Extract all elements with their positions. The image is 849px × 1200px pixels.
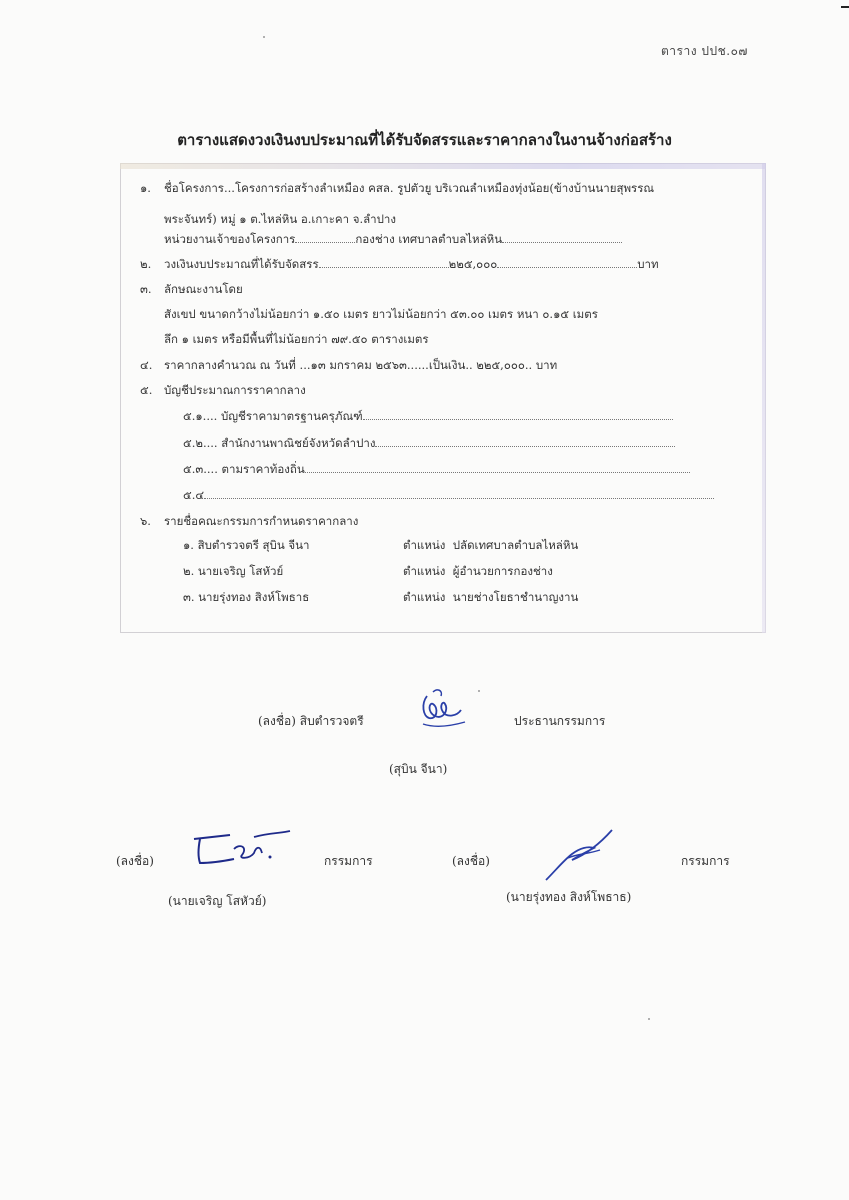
scan-speck (478, 690, 480, 692)
item-label: วงเงินงบประมาณที่ได้รับจัดสรร (164, 257, 319, 271)
chair-role: ประธานกรรมการ (514, 714, 606, 728)
budget-value: ๒๒๕,๐๐๐ (448, 257, 498, 271)
committee-member-position (403, 537, 578, 555)
agency-label: หน่วยงานเจ้าของโครงการ (164, 232, 296, 246)
chair-sign-label: (ลงชื่อ) สิบตำรวจตรี (258, 714, 364, 728)
position-value: ผู้อำนวยการกองช่าง (452, 564, 553, 578)
item-label: ราคากลางคำนวณ ณ วันที่ (164, 358, 296, 372)
item-committee (140, 513, 358, 531)
committee-member-position (403, 563, 553, 581)
position-label: ตำแหน่ง (403, 538, 446, 552)
box-shade (120, 163, 766, 169)
item-number: ๓. (140, 282, 152, 296)
item-agency (164, 231, 622, 249)
scan-speck (648, 1018, 650, 1020)
item-description-label (140, 281, 243, 299)
member1-signature-graphic (190, 825, 294, 871)
item-label: ชื่อโครงการ (164, 181, 224, 195)
chair-signature-graphic (413, 686, 475, 736)
item-number: ๕. (140, 383, 153, 397)
sub-text: สำนักงานพาณิชย์จังหวัดลำปาง (221, 436, 376, 450)
sub-number: ๕.๓ (183, 462, 204, 476)
price-list-item: ๕.๒.... สำนักงานพาณิชย์จังหวัดลำปาง (183, 435, 675, 453)
item-reference-price: ๔. ราคากลางคำนวณ ณ วันที่ ...๑๓ มกราคม ๒๕๖๓......เป็นเงิน.. ๒๒๕,๐๐๐.. บาท (140, 357, 557, 375)
member2-sign-label: (ลงชื่อ) (452, 854, 490, 868)
item-label: รายชื่อคณะกรรมการกำหนดราคากลาง (164, 514, 359, 528)
document-title: ตารางแสดงวงเงินงบประมาณที่ได้รับจัดสรรและราคากลางในงานจ้างก่อสร้าง (177, 131, 672, 149)
member2-signature-graphic (542, 824, 618, 884)
item-project-name: ๑. ชื่อโครงการ...โครงการก่อสร้างลำเหมือง คสล. รูปตัวยู บริเวณลำเหมืองทุ่งน้อย(ข้างบ้านนายสุพรรณ (140, 180, 654, 198)
chair-name: (สุบิน จีนา) (389, 762, 448, 776)
item-price-list (140, 382, 306, 400)
agency-value: กองช่าง เทศบาลตำบลไหล่หิน (355, 232, 503, 246)
position-label: ตำแหน่ง (403, 564, 446, 578)
item-number: ๒. (140, 257, 152, 271)
item-number: ๑. (140, 181, 151, 195)
sub-text: บัญชีราคามาตรฐานครุภัณฑ์ (220, 409, 363, 423)
position-value: นายช่างโยธาชำนาญงาน (452, 590, 579, 604)
committee-member-name: ๓. นายรุ่งทอง สิงห์โพธาธ (183, 590, 310, 604)
sub-text: ตามราคาท้องถิ่น (221, 462, 305, 476)
description-line2: ลึก ๑ เมตร หรือมีพื้นที่ไม่น้อยกว่า ๗๙.๕๐ ตารางเมตร (164, 332, 429, 346)
box-shade (762, 163, 766, 633)
amount-label: เป็นเงิน (428, 358, 466, 372)
scan-speck (263, 36, 265, 38)
committee-member-position (403, 589, 578, 607)
description-line1: สังเขป ขนาดกว้างไม่น้อยกว่า ๑.๕๐ เมตร ยาวไม่น้อยกว่า ๕๓.๐๐ เมตร หนา ๐.๑๕ เมตร (164, 307, 598, 321)
reference-date: ๑๓ มกราคม ๒๕๖๓ (310, 358, 407, 372)
member1-sign-label: (ลงชื่อ) (116, 854, 154, 868)
form-code: ตาราง ปปช.๐๗ (661, 44, 748, 58)
price-list-item: ๕.๑.... บัญชีราคามาตรฐานครุภัณฑ์ (183, 408, 673, 426)
sub-number: ๕.๔ (183, 488, 205, 502)
sub-number: ๕.๑ (183, 409, 203, 423)
project-name-line1: โครงการก่อสร้างลำเหมือง คสล. รูปตัวยู บริเวณลำเหมืองทุ่งน้อย(ข้างบ้านนายสุพรรณ (234, 181, 655, 195)
amount-unit: บาท (535, 358, 558, 372)
member1-role: กรรมการ (324, 854, 373, 868)
committee-member-name: ๑. สิบตำรวจตรี สุบิน จีนา (183, 538, 310, 552)
member1-name: (นายเจริญ โสหัวย์) (168, 894, 267, 908)
price-list-item (183, 487, 714, 505)
position-label: ตำแหน่ง (403, 590, 446, 604)
item-budget (140, 256, 659, 274)
item-label: บัญชีประมาณการราคากลาง (164, 383, 306, 397)
committee-member-name: ๒. นายเจริญ โสหัวย์ (183, 564, 284, 578)
scan-edge-mark (841, 6, 849, 8)
member2-role: กรรมการ (681, 854, 730, 868)
sub-number: ๕.๒ (183, 436, 203, 450)
item-label: ลักษณะงานโดย (164, 282, 243, 296)
item-number: ๔. (140, 358, 153, 372)
item-number: ๖. (140, 514, 151, 528)
price-list-item: ๕.๓.... ตามราคาท้องถิ่น (183, 461, 690, 479)
reference-amount: ๒๒๕,๐๐๐ (476, 358, 525, 372)
position-value: ปลัดเทศบาลตำบลไหล่หิน (452, 538, 579, 552)
budget-unit: บาท (637, 257, 659, 271)
member2-name: (นายรุ่งทอง สิงห์โพธาธ) (506, 890, 632, 904)
project-name-line2: พระจันทร์) หมู่ ๑ ต.ไหล่หิน อ.เกาะคา จ.ลำปาง (164, 212, 397, 226)
